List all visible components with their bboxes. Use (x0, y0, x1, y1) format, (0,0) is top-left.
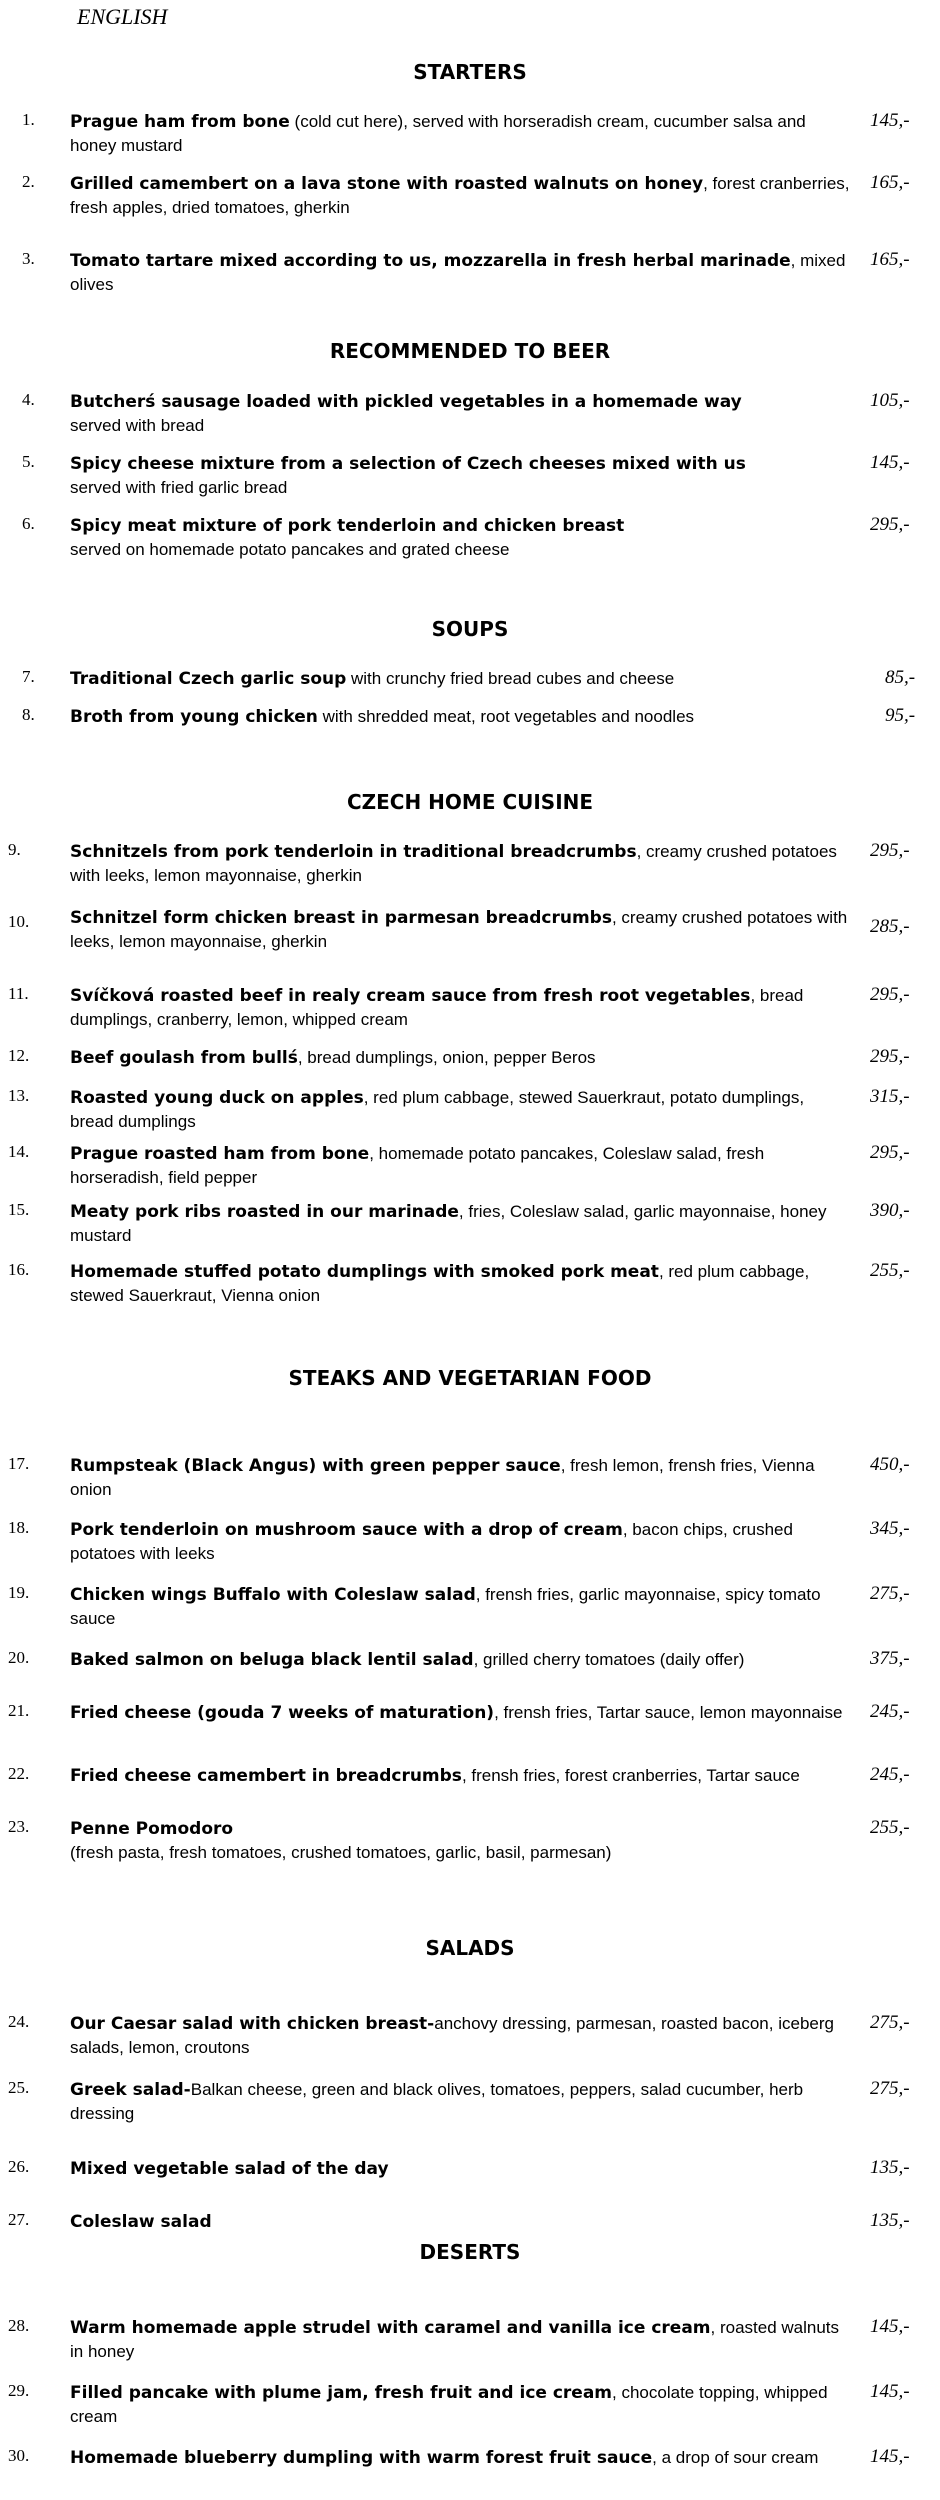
item-number: 21. (8, 1701, 30, 1720)
item-name: Homemade blueberry dumpling with warm forest fruit sauce (70, 2448, 653, 2468)
language-label: ENGLISH (77, 4, 168, 29)
item-name: Chicken wings Buffalo with Coleslaw salad (70, 1585, 476, 1605)
item-number: 28. (8, 2316, 30, 2335)
item-name: Tomato tartare mixed according to us, mozzarella in fresh herbal marinade (70, 251, 791, 271)
item-detail: , mixed olives (70, 251, 846, 294)
item-number: 1. (22, 110, 35, 129)
item-number: 11. (8, 984, 29, 1003)
item-price: 375,- (870, 1648, 910, 1669)
item-number: 26. (8, 2157, 30, 2176)
item-number: 25. (8, 2078, 30, 2097)
item-number: 27. (8, 2210, 30, 2229)
item-number: 5. (22, 452, 35, 471)
item-name: Prague roasted ham from bone (70, 1144, 370, 1164)
item-name: Grilled camembert on a lava stone with roasted walnuts on honey (70, 174, 704, 194)
item-detail: , bread dumplings, onion, pepper Beros (297, 1048, 596, 1067)
item-price: 285,- (870, 916, 910, 937)
item-description (70, 1764, 850, 1788)
item-price: 145,- (870, 2446, 910, 2467)
item-number: 24. (8, 2012, 30, 2031)
item-name: Spicy cheese mixture from a selection of Czech cheeses mixed with us (70, 454, 746, 474)
item-description (70, 452, 850, 499)
item-detail: , frensh fries, garlic mayonnaise, spicy tomato sauce (70, 1585, 821, 1628)
item-detail: , red plum cabbage, stewed Sauerkraut, Vienna onion (70, 1262, 810, 1305)
section-title-recommended-to-beer: RECOMMENDED TO BEER (329, 339, 611, 363)
item-name: Coleslaw salad (70, 2212, 212, 2232)
item-description (70, 1648, 850, 1672)
item-detail: , creamy crushed potatoes with leeks, lemon mayonnaise, gherkin (70, 842, 837, 885)
item-description (70, 1518, 850, 1565)
item-number: 17. (8, 1454, 30, 1473)
item-number: 14. (8, 1142, 30, 1161)
item-name: Our Caesar salad with chicken breast- (70, 2014, 435, 2034)
item-detail: (cold cut here), served with horseradish cream, cucumber salsa and honey mustard (70, 112, 806, 155)
item-detail: , red plum cabbage, stewed Sauerkraut, potato dumplings, bread dumplings (70, 1088, 805, 1131)
item-description (70, 2078, 850, 2125)
item-price: 295,- (870, 1142, 910, 1163)
item-number: 15. (8, 1200, 30, 1219)
item-price: 245,- (870, 1764, 910, 1785)
item-price: 255,- (870, 1817, 910, 1838)
item-price: 295,- (870, 984, 910, 1005)
item-detail: served with fried garlic bread (70, 478, 288, 497)
section-title-steaks-and-vegetarian-food: STEAKS AND VEGETARIAN FOOD (288, 1366, 652, 1390)
item-price: 345,- (870, 1518, 910, 1539)
item-detail: , a drop of sour cream (652, 2448, 819, 2467)
item-number: 8. (22, 705, 35, 724)
item-detail: , fresh lemon, frensh fries, Vienna onion (70, 1456, 815, 1499)
item-detail: anchovy dressing, parmesan, roasted bacon, iceberg salads, lemon, croutons (70, 2014, 834, 2057)
item-price: 135,- (870, 2210, 910, 2231)
item-description (70, 1200, 850, 1247)
item-description (70, 984, 850, 1031)
section-title-czech-home-cuisine: CZECH HOME CUISINE (346, 790, 594, 814)
item-detail: with crunchy fried bread cubes and cheese (346, 669, 675, 688)
item-detail: (fresh pasta, fresh tomatoes, crushed tomatoes, garlic, basil, parmesan) (70, 1843, 612, 1862)
item-number: 30. (8, 2446, 30, 2465)
item-detail: , forest cranberries, fresh apples, dried tomatoes, gherkin (70, 174, 850, 217)
item-description (70, 1046, 850, 1070)
item-detail: , fries, Coleslaw salad, garlic mayonnaise, honey mustard (70, 1202, 827, 1245)
item-name: Beef goulash from bullś (70, 1048, 298, 1068)
item-name: Pork tenderloin on mushroom sauce with a drop of cream (70, 1520, 623, 1540)
item-price: 85,- (885, 667, 916, 688)
item-name: Traditional Czech garlic soup (70, 669, 347, 689)
item-price: 295,- (870, 1046, 910, 1067)
item-price: 165,- (870, 249, 910, 270)
item-detail: , roasted walnuts in honey (70, 2318, 840, 2361)
item-description (70, 110, 850, 157)
item-description (70, 2316, 850, 2363)
item-detail: Balkan cheese, green and black olives, tomatoes, peppers, salad cucumber, herb dressing (70, 2080, 804, 2123)
item-name: Penne Pomodoro (70, 1819, 234, 1839)
item-name: Schnitzel form chicken breast in parmesan breadcrumbs (70, 908, 612, 928)
item-name: Mixed vegetable salad of the day (70, 2159, 389, 2179)
item-number: 20. (8, 1648, 30, 1667)
item-detail: , creamy crushed potatoes with leeks, lemon mayonnaise, gherkin (70, 908, 848, 951)
item-name: Spicy meat mixture of pork tenderloin and chicken breast (70, 516, 625, 536)
item-description (70, 1583, 850, 1630)
item-detail: , frensh fries, Tartar sauce, lemon mayonnaise (494, 1703, 843, 1722)
item-price: 145,- (870, 110, 910, 131)
item-price: 390,- (870, 1200, 910, 1221)
item-price: 255,- (870, 1260, 910, 1281)
section-title-deserts: DESERTS (419, 2240, 521, 2264)
item-description (70, 249, 850, 296)
item-price: 315,- (870, 1086, 910, 1107)
item-detail: , grilled cherry tomatoes (daily offer) (473, 1650, 745, 1669)
item-name: Greek salad- (70, 2080, 191, 2100)
item-detail: , chocolate topping, whipped cream (70, 2383, 828, 2426)
item-description (70, 705, 850, 729)
item-price: 165,- (870, 172, 910, 193)
item-description (70, 514, 850, 561)
item-number: 10. (8, 912, 30, 931)
item-name: Homemade stuffed potato dumplings with smoked pork meat (70, 1262, 659, 1282)
item-name: Warm homemade apple strudel with caramel and vanilla ice cream (70, 2318, 711, 2338)
item-name: Filled pancake with plume jam, fresh fruit and ice cream (70, 2383, 613, 2403)
item-number: 9. (8, 840, 21, 859)
item-price: 275,- (870, 2012, 910, 2033)
item-price: 145,- (870, 2381, 910, 2402)
item-price: 135,- (870, 2157, 910, 2178)
item-name: Butcherś sausage loaded with pickled vegetables in a homemade way (70, 392, 742, 412)
item-number: 7. (22, 667, 35, 686)
item-detail: , homemade potato pancakes, Coleslaw salad, fresh horseradish, field pepper (70, 1144, 765, 1187)
item-description (70, 667, 850, 691)
item-number: 4. (22, 390, 35, 409)
item-name: Meaty pork ribs roasted in our marinade (70, 1202, 459, 1222)
item-price: 245,- (870, 1701, 910, 1722)
item-description (70, 1701, 850, 1725)
item-description (70, 1454, 850, 1501)
item-description (70, 390, 850, 437)
item-description (70, 1817, 850, 1864)
item-name: Fried cheese camembert in breadcrumbs (70, 1766, 462, 1786)
item-description (70, 2210, 850, 2234)
item-detail: served with bread (70, 416, 205, 435)
item-price: 145,- (870, 2316, 910, 2337)
item-detail: with shredded meat, root vegetables and noodles (317, 707, 695, 726)
item-description (70, 906, 850, 953)
item-name: Fried cheese (gouda 7 weeks of maturation) (70, 1703, 495, 1723)
item-price: 105,- (870, 390, 910, 411)
item-number: 13. (8, 1086, 30, 1105)
item-description (70, 172, 850, 219)
item-name: Roasted young duck on apples (70, 1088, 364, 1108)
item-description (70, 1086, 850, 1133)
item-description (70, 840, 850, 887)
item-name: Svíčková roasted beef in realy cream sauce from fresh root vegetables (70, 986, 751, 1006)
item-number: 18. (8, 1518, 30, 1537)
section-title-soups: SOUPS (431, 617, 509, 641)
item-price: 275,- (870, 2078, 910, 2099)
item-description (70, 2381, 850, 2428)
item-price: 145,- (870, 452, 910, 473)
item-number: 23. (8, 1817, 30, 1836)
item-detail: , bacon chips, crushed potatoes with leeks (70, 1520, 793, 1563)
item-number: 22. (8, 1764, 30, 1783)
item-number: 2. (22, 172, 35, 191)
item-price: 295,- (870, 840, 910, 861)
item-name: Prague ham from bone (70, 112, 290, 132)
section-title-salads: SALADS (425, 1936, 515, 1960)
item-price: 450,- (870, 1454, 910, 1475)
item-number: 16. (8, 1260, 30, 1279)
item-name: Schnitzels from pork tenderloin in traditional breadcrumbs (70, 842, 637, 862)
item-number: 29. (8, 2381, 30, 2400)
item-number: 3. (22, 249, 35, 268)
item-name: Broth from young chicken (70, 707, 318, 727)
item-description (70, 2157, 850, 2181)
item-price: 275,- (870, 1583, 910, 1604)
item-detail: , frensh fries, forest cranberries, Tartar sauce (461, 1766, 800, 1785)
section-title-starters: STARTERS (413, 60, 527, 84)
item-description (70, 2446, 850, 2470)
item-detail: , bread dumplings, cranberry, lemon, whipped cream (70, 986, 804, 1029)
item-description (70, 1142, 850, 1189)
item-detail: served on homemade potato pancakes and grated cheese (70, 540, 510, 559)
item-number: 19. (8, 1583, 30, 1602)
item-name: Baked salmon on beluga black lentil salad (70, 1650, 474, 1670)
item-price: 95,- (885, 705, 916, 726)
item-description (70, 2012, 850, 2059)
item-price: 295,- (870, 514, 910, 535)
item-number: 12. (8, 1046, 30, 1065)
item-number: 6. (22, 514, 35, 533)
item-description (70, 1260, 850, 1307)
item-name: Rumpsteak (Black Angus) with green pepper sauce (70, 1456, 561, 1476)
